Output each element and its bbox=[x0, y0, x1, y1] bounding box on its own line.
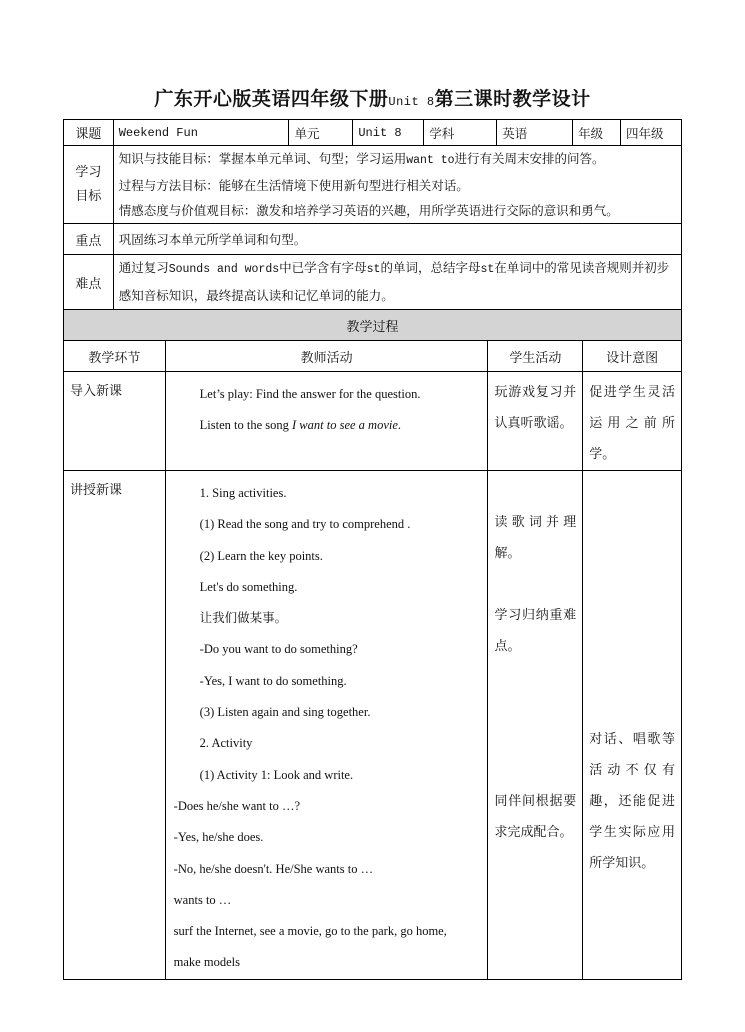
unit-value: Unit 8 bbox=[353, 120, 424, 146]
difficulty-label: 难点 bbox=[64, 255, 114, 310]
key-label: 重点 bbox=[64, 224, 114, 255]
key-value: 巩固练习本单元所学单词和句型。 bbox=[113, 224, 681, 255]
teacher-activity-intro: Let’s play: Find the answer for the question. Listen to the song I want to see a movie. bbox=[165, 372, 488, 471]
unit-label: 单元 bbox=[289, 120, 353, 146]
grade-label: 年级 bbox=[573, 120, 621, 146]
table-row bbox=[64, 471, 682, 980]
design-intent-intro: 促进学生灵活运用之前所学。 bbox=[583, 372, 682, 471]
info-row-topic bbox=[64, 120, 682, 146]
topic-value: Weekend Fun bbox=[113, 120, 289, 146]
col-stage: 教学环节 bbox=[64, 341, 166, 372]
info-row-objectives bbox=[64, 146, 682, 224]
page-title: 广东开心版英语四年级下册Unit 8第三课时教学设计 bbox=[154, 88, 591, 110]
difficulty-value: 通过复习Sounds and words中已学含有字母st的单词，总结字母st在单词中的常见读音规则并初步感知音标知识，最终提高认读和记忆单词的能力。 bbox=[113, 255, 681, 310]
process-header: 教学过程 bbox=[64, 310, 682, 341]
topic-label: 课题 bbox=[64, 120, 114, 146]
info-row-difficulty bbox=[64, 255, 682, 310]
stage-new-lesson: 讲授新课 bbox=[64, 471, 166, 980]
teacher-activity-new-lesson: 1. Sing activities. (1) Read the song and try to comprehend . (2) Learn the key points. Let's do something. 让我们做某事。 -Do you want to do something? -Yes, I want to do something. (3) Listen again and sing together. 2. Activity (1) Activity 1: Look and write. -Does he/she want to …? -Yes, he/she does. -No, he/she doesn't. He/She wants to … wants to … surf the Internet, see a movie, go to the park, go home, make models bbox=[165, 471, 488, 980]
subject-label: 学科 bbox=[424, 120, 497, 146]
col-intent: 设计意图 bbox=[583, 341, 682, 372]
title-unit: Unit 8 bbox=[388, 95, 435, 109]
objectives-label: 学习目标 bbox=[64, 146, 114, 224]
student-activity-intro: 玩游戏复习并认真听歌谣。 bbox=[488, 372, 583, 471]
stage-intro: 导入新课 bbox=[64, 372, 166, 471]
objective-attitude: 情感态度与价值观目标：激发和培养学习英语的兴趣，用所学英语进行交际的意识和勇气。 bbox=[118, 203, 619, 218]
student-activity-new-lesson: 读歌词并理解。 学习归纳重难点。 同伴间根据要求完成配合。 bbox=[488, 471, 583, 980]
process-header-row bbox=[64, 310, 682, 341]
objective-knowledge: 知识与技能目标：掌握本单元单词、句型；学习运用want to进行有关周末安排的问答。 bbox=[118, 151, 605, 167]
table-row bbox=[64, 372, 682, 471]
info-row-key bbox=[64, 224, 682, 255]
col-teacher: 教师活动 bbox=[165, 341, 488, 372]
subject-value: 英语 bbox=[497, 120, 573, 146]
column-header-row bbox=[64, 341, 682, 372]
grade-value: 四年级 bbox=[621, 120, 682, 146]
lesson-info-table bbox=[63, 119, 682, 310]
objective-process: 过程与方法目标：能够在生活情境下使用新句型进行相关对话。 bbox=[118, 178, 469, 193]
design-intent-new-lesson: 对话、唱歌等活动不仅有趣，还能促进学生实际应用所学知识。 bbox=[583, 471, 682, 980]
objectives-text bbox=[113, 146, 681, 224]
teaching-process-table bbox=[63, 309, 682, 980]
col-student: 学生活动 bbox=[488, 341, 583, 372]
